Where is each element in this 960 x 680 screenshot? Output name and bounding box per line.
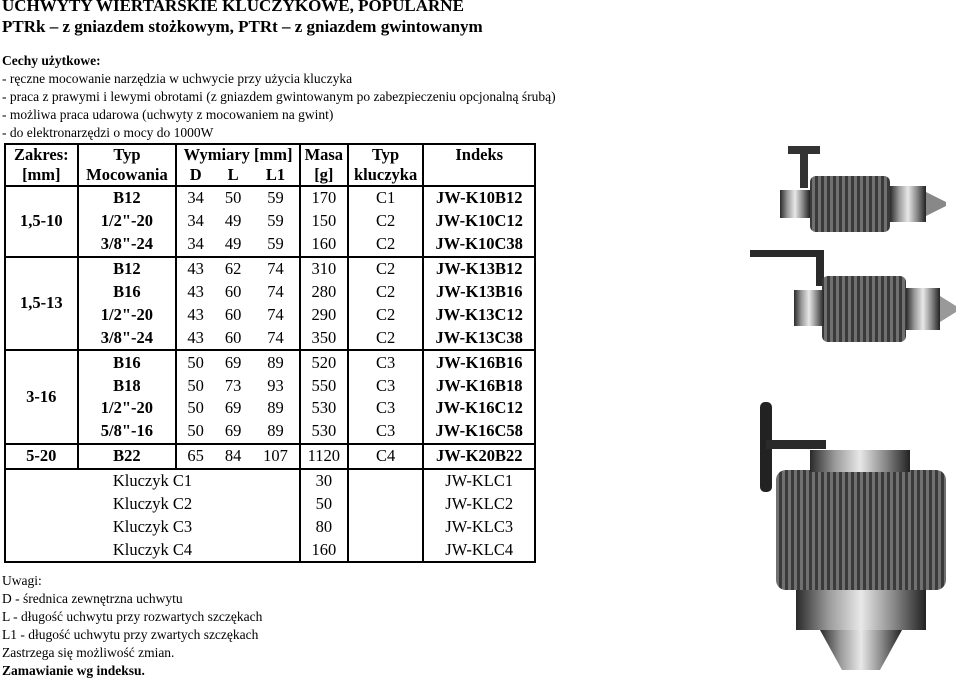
cell-klucz: C3 <box>348 397 424 420</box>
table-row-key <box>5 469 535 493</box>
feature-item: - praca z prawymi i lewymi obrotami (z gniazdem gwintowanym po zabezpieczeniu opcjonalną śrubą) <box>2 89 556 104</box>
cell-klucz: C2 <box>348 281 424 304</box>
cell-indeks: JW-K13B16 <box>435 282 523 301</box>
header-l: L <box>227 165 239 184</box>
note-line: Zastrzega się możliwość zmian. <box>2 645 175 660</box>
cell-d: 34 <box>187 234 204 254</box>
cell-typ: 1/2"-20 <box>78 303 177 326</box>
cell-d: 50 <box>176 350 214 374</box>
cell-indeks: JW-K13B12 <box>423 257 535 281</box>
features-section <box>2 52 556 142</box>
cell-typ: B12 <box>78 257 177 281</box>
chuck-image-large <box>760 402 946 670</box>
cell-key-masa: 30 <box>300 469 348 493</box>
cell-key-masa: 80 <box>300 515 348 538</box>
drill-chuck-photos <box>740 140 960 677</box>
order-note: Zamawianie wg indeksu. <box>2 663 145 678</box>
header-l1: L1 <box>252 165 300 186</box>
cell-masa: 530 <box>300 397 348 420</box>
cell-l1: 74 <box>252 257 300 281</box>
cell-indeks: JW-K16C12 <box>435 398 523 418</box>
spec-table-body <box>5 144 535 562</box>
cell-indeks: JW-K10C12 <box>435 211 523 231</box>
cell-l: 73 <box>224 375 242 395</box>
cell-masa: 290 <box>300 303 348 326</box>
feature-item: - ręczne mocowanie narzędzia w uchwycie przy użycia kluczyka <box>2 71 353 86</box>
header-typ: Typ <box>78 144 177 165</box>
cell-masa: 530 <box>300 420 348 444</box>
cell-key-masa: 50 <box>300 493 348 516</box>
cell-l1: 89 <box>252 420 300 444</box>
cell-l1: 74 <box>252 303 300 326</box>
cell-klucz: C3 <box>348 350 424 374</box>
table-row <box>5 374 535 397</box>
cell-l1: 89 <box>252 397 300 420</box>
cell-key-blank <box>348 515 424 538</box>
cell-d: 43 <box>187 282 204 301</box>
cell-d: 50 <box>187 375 204 395</box>
table-row <box>5 326 535 350</box>
cell-d: 43 <box>176 257 214 281</box>
cell-masa: 1120 <box>300 444 348 469</box>
table-row <box>5 350 535 374</box>
page-title: UCHWYTY WIERTARSKIE KLUCZYKOWE, POPULARNE <box>2 0 464 15</box>
table-row <box>5 186 535 210</box>
cell-l: 60 <box>224 327 242 347</box>
cell-typ: B12 <box>78 186 177 210</box>
header-kluczyka: kluczyka <box>348 165 424 186</box>
note-line: D - średnica zewnętrzna uchwytu <box>2 591 183 606</box>
cell-masa: 550 <box>300 374 348 397</box>
cell-zakres: 5-20 <box>5 444 78 469</box>
cell-key-indeks: JW-KLC1 <box>423 469 535 493</box>
cell-l1: 74 <box>252 281 300 304</box>
cell-klucz: C2 <box>348 303 424 326</box>
cell-masa: 310 <box>300 257 348 281</box>
cell-d: 65 <box>176 444 214 469</box>
cell-key-name: Kluczyk C1 <box>5 469 300 493</box>
header-masa-unit: [g] <box>300 165 348 186</box>
cell-l1: 74 <box>252 326 300 350</box>
cell-d: 43 <box>187 304 204 324</box>
header-klucz: Typ <box>348 144 424 165</box>
cell-typ: 1/2"-20 <box>78 397 177 420</box>
cell-l: 69 <box>224 421 242 441</box>
cell-l: 69 <box>214 350 252 374</box>
table-row-key <box>5 538 535 562</box>
table-row <box>5 257 535 281</box>
cell-d: 34 <box>187 211 204 231</box>
cell-typ: 3/8"-24 <box>78 233 177 257</box>
cell-zakres: 1,5-10 <box>5 186 78 257</box>
header-zakres-unit: [mm] <box>5 165 78 186</box>
table-row-key <box>5 515 535 538</box>
cell-key-name: Kluczyk C4 <box>5 538 300 562</box>
table-row <box>5 281 535 304</box>
cell-masa: 280 <box>300 281 348 304</box>
cell-klucz: C3 <box>348 374 424 397</box>
cell-key-blank <box>348 538 424 562</box>
cell-l1: 107 <box>252 444 300 469</box>
table-row <box>5 303 535 326</box>
cell-l: 84 <box>214 444 252 469</box>
cell-zakres: 1,5-13 <box>5 257 78 351</box>
chuck-image-medium <box>750 250 956 342</box>
table-row <box>5 420 535 444</box>
cell-indeks: JW-K16B18 <box>435 375 523 395</box>
cell-l: 60 <box>224 282 242 301</box>
table-row <box>5 397 535 420</box>
header-masa: Masa <box>300 144 348 165</box>
header-zakres: Zakres: <box>5 144 78 165</box>
cell-typ: B22 <box>78 444 177 469</box>
cell-key-blank <box>348 469 424 493</box>
header-wymiary: Wymiary [mm] <box>176 144 300 165</box>
cell-l1: 59 <box>252 186 300 210</box>
cell-typ: B16 <box>78 350 177 374</box>
notes-section <box>2 572 262 680</box>
note-line: L1 - długość uchwytu przy zwartych szczękach <box>2 627 259 642</box>
notes-heading: Uwagi: <box>2 573 42 588</box>
cell-indeks: JW-K16B16 <box>423 350 535 374</box>
cell-key-indeks: JW-KLC4 <box>445 539 514 559</box>
cell-masa: 170 <box>300 186 348 210</box>
feature-item: - do elektronarzędzi o mocy do 1000W <box>2 125 214 140</box>
cell-l: 49 <box>224 234 242 254</box>
cell-typ: B18 <box>78 374 177 397</box>
cell-typ: B16 <box>78 281 177 304</box>
cell-masa: 160 <box>300 233 348 257</box>
cell-indeks: JW-K16C58 <box>435 421 523 441</box>
cell-l: 69 <box>224 398 242 418</box>
cell-zakres: 3-16 <box>5 350 78 444</box>
table-row <box>5 233 535 257</box>
cell-l1: 59 <box>252 210 300 233</box>
cell-indeks: JW-K13C12 <box>435 304 523 324</box>
table-row <box>5 210 535 233</box>
cell-typ: 1/2"-20 <box>78 210 177 233</box>
cell-l1: 89 <box>252 350 300 374</box>
features-heading: Cechy użytkowe: <box>2 53 101 68</box>
cell-indeks: JW-K10B12 <box>423 186 535 210</box>
feature-item: - możliwa praca udarowa (uchwyty z mocowaniem na gwint) <box>2 107 334 122</box>
cell-masa: 520 <box>300 350 348 374</box>
header-indeks: Indeks <box>455 145 504 164</box>
cell-klucz: C1 <box>348 186 424 210</box>
spec-table <box>4 143 536 563</box>
cell-klucz: C3 <box>348 420 424 444</box>
cell-d: 50 <box>187 398 204 418</box>
cell-l: 62 <box>214 257 252 281</box>
header-mocowania: Mocowania <box>78 165 177 186</box>
cell-d: 34 <box>176 186 214 210</box>
cell-key-indeks: JW-KLC3 <box>445 516 514 536</box>
cell-indeks: JW-K20B22 <box>423 444 535 469</box>
header-d: D <box>189 165 202 184</box>
cell-d: 43 <box>187 327 204 347</box>
cell-l: 49 <box>224 211 242 231</box>
note-line: L - długość uchwytu przy rozwartych szczękach <box>2 609 263 624</box>
cell-indeks: JW-K13C38 <box>435 327 523 347</box>
header-indeks-blank <box>423 165 535 186</box>
cell-klucz: C2 <box>348 233 424 257</box>
cell-key-name: Kluczyk C2 <box>5 493 300 516</box>
cell-typ: 5/8"-16 <box>78 420 177 444</box>
table-row <box>5 444 535 469</box>
cell-l1: 93 <box>252 374 300 397</box>
cell-l: 50 <box>214 186 252 210</box>
cell-typ: 3/8"-24 <box>78 326 177 350</box>
cell-key-indeks: JW-KLC2 <box>445 494 514 514</box>
cell-masa: 350 <box>300 326 348 350</box>
cell-key-blank <box>348 493 424 516</box>
cell-l1: 59 <box>252 233 300 257</box>
cell-l: 60 <box>224 304 242 324</box>
cell-d: 50 <box>187 421 204 441</box>
cell-klucz: C2 <box>348 326 424 350</box>
cell-masa: 150 <box>300 210 348 233</box>
chuck-image-small <box>780 146 946 232</box>
cell-key-masa: 160 <box>300 538 348 562</box>
table-header-row <box>5 144 535 165</box>
table-header-row-2 <box>5 165 535 186</box>
cell-klucz: C2 <box>348 257 424 281</box>
cell-klucz: C2 <box>348 210 424 233</box>
page-subtitle: PTRk – z gniazdem stożkowym, PTRt – z gniazdem gwintowanym <box>2 17 483 36</box>
table-row-key <box>5 493 535 516</box>
cell-key-name: Kluczyk C3 <box>5 515 300 538</box>
cell-indeks: JW-K10C38 <box>435 234 523 254</box>
cell-klucz: C4 <box>348 444 424 469</box>
